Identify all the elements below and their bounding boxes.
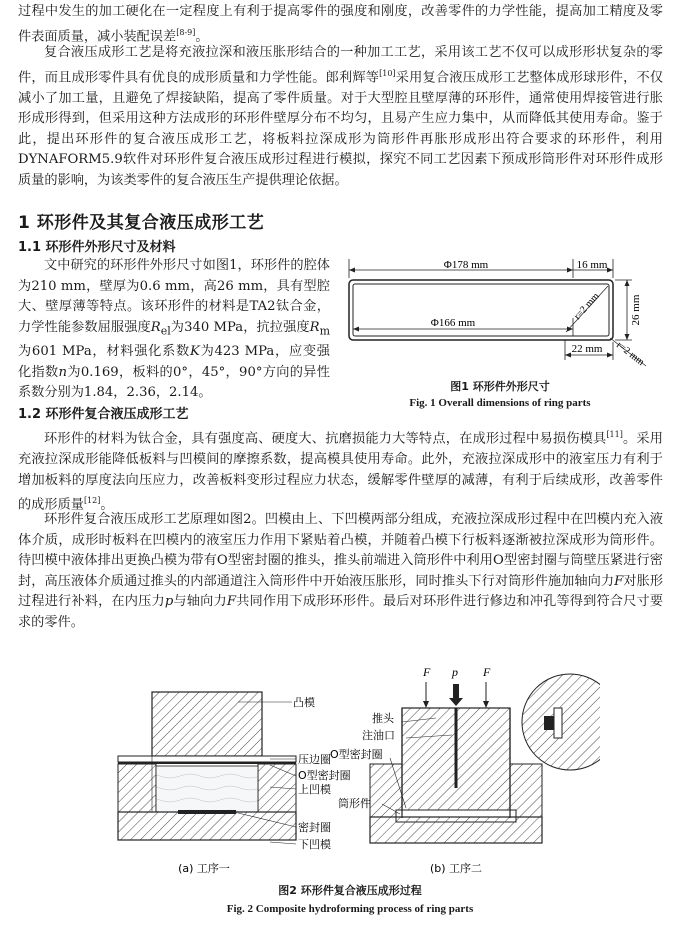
dim-inner-diameter: Φ166 mm [430, 317, 476, 329]
dim-radius-outer: r=2 mm [614, 339, 647, 369]
paragraph-3: 环形件的材料为钛合金，具有强度高、硬度大、抗磨损能力大等特点，在成形过程中易损伤模具[11]。采用充液拉深成形能降低板料与凹模间的摩擦系数，提高模具使用寿命。此外，充液拉深成形中的液室压力有利于增加板料的厚度法向压应力，改善板料变形过程应力状态，缓解零件壁厚的减薄，有利于后续成形，改善零件的成形质量[12]。 [18, 430, 663, 513]
figure-2b-label: (b) 工序二 [429, 862, 483, 875]
figure-2a-label: (a) 工序一 [178, 862, 230, 875]
label-inlet: 注油口 [362, 729, 395, 742]
label-blankholder: 压边圈 [298, 753, 331, 766]
figure-2a-diagram [118, 692, 296, 840]
subsection-heading-1-2: 1.2 环形件复合液压成形工艺 [18, 407, 189, 422]
label-seal: 密封圈 [298, 821, 331, 834]
figure-1-caption-en: Fig. 1 Overall dimensions of ring parts [409, 397, 591, 409]
label-pusher: 推头 [372, 712, 394, 725]
figure-2-caption-zh: 图2 环形件复合液压成形过程 [278, 884, 422, 897]
dim-22mm: 22 mm [571, 343, 603, 355]
citation: [12] [83, 496, 101, 506]
figure-2b-diagram [370, 672, 600, 843]
paragraph-1: 复合液压成形工艺是将充液拉深和液压胀形结合的一种加工工艺，采用该工艺不仅可以成形形状复杂的零件，而且成形零件具有优良的成形质量和力学性能。郎利辉等[10]采用复合液压成形工艺整体成形球形件，不仅减小了加工量，且避免了焊接缺陷，提高了零件质量。对于大型腔且壁厚薄的环形件，通常使用焊接管进行胀形成形得到，但采用这种方法成形的环形件壁厚分布不均匀，且易产生应力集中，从而降低其使用寿命。鉴于此，提出环形件的复合液压成形工艺，将板料拉深成形为筒形件再胀形成形出符合要求的环形件，利用DYNAFORM5.9软件对环形件复合液压成形过程进行模拟，探究不同工艺因素下预成形筒形件对环形件成形质量的影响，为该类零件的复合液压生产提供理论依据。 [18, 45, 664, 188]
dim-26mm: 26 mm [630, 294, 642, 326]
paragraph-0: 过程中发生的加工硬化在一定程度上有利于提高零件的强度和刚度，改善零件的力学性能，提高加工精度及零件表面质量，减小装配误差[8-9]。 [18, 4, 663, 44]
citation: [11] [606, 430, 623, 439]
paragraph-2: 文中研究的环形件外形尺寸如图1，环形件的腔体为210 mm，壁厚为0.6 mm，高26 mm，具有型腔大、壁厚薄等特点。该环形件的材料是TA2钛合金，力学性能参数屈服强度$R_{el}$为340 MPa，抗拉强度$R_m$为601 MPa，材料强化系数K为423 MPa，应变强化指数n为0.169，板料的0°，45°，90°方向的异性系数分别为1.84，2.36，2.14。 [18, 258, 331, 401]
paragraph-4: 环形件复合液压成形工艺原理如图2。凹模由上、下凹模两部分组成，充液拉深成形过程中在凹模内充入液体介质，成形时板料在凹模内的液室压力作用下紧贴着凸模，并随着凸模下行板料逐渐被拉深成形为筒形件。待凹模中液体排出更换凸模为带有O型密封圈的推头，推头前端进入筒形件中利用O型密封圈与筒壁压紧进行密封，高压液体介质通过推头的内部通道注入筒形件中开始液压胀形，同时推头下行对筒形件施加轴向力F对胀形过程进行补料，在内压力p与轴向力F共同作用下成形环形件。最后对环形件进行修边和冲孔等得到符合尺寸要求的零件。 [18, 512, 664, 630]
label-pressure: p [452, 665, 458, 679]
dim-16mm: 16 mm [576, 259, 608, 271]
figure-1-ring-dimensions [340, 256, 660, 376]
label-force-left: F [423, 665, 431, 679]
label-punch: 凸模 [293, 696, 315, 709]
label-cylinder: 筒形件 [338, 797, 371, 810]
label-oring-b: O型密封圈 [330, 748, 383, 761]
label-lower-die: 下凹模 [298, 838, 331, 851]
dim-radius-inner: r=2 mm [572, 290, 602, 323]
section-heading-1: 1 环形件及其复合液压成形工艺 [18, 213, 265, 233]
label-oring-a: O型密封圈 [298, 769, 351, 782]
label-upper-die: 上凹模 [298, 783, 331, 796]
citation: [10] [379, 68, 396, 78]
label-force-right: F [483, 665, 491, 679]
dim-outer-diameter: Φ178 mm [443, 259, 489, 271]
figure-2-caption-en: Fig. 2 Composite hydroforming process of ring parts [226, 903, 474, 915]
subsection-heading-1-1: 1.1 环形件外形尺寸及材料 [18, 240, 176, 255]
figure-1-caption-zh: 图1 环形件外形尺寸 [450, 380, 550, 393]
citation: [8-9] [176, 27, 196, 37]
figure-2-hydroforming-process [100, 662, 600, 882]
